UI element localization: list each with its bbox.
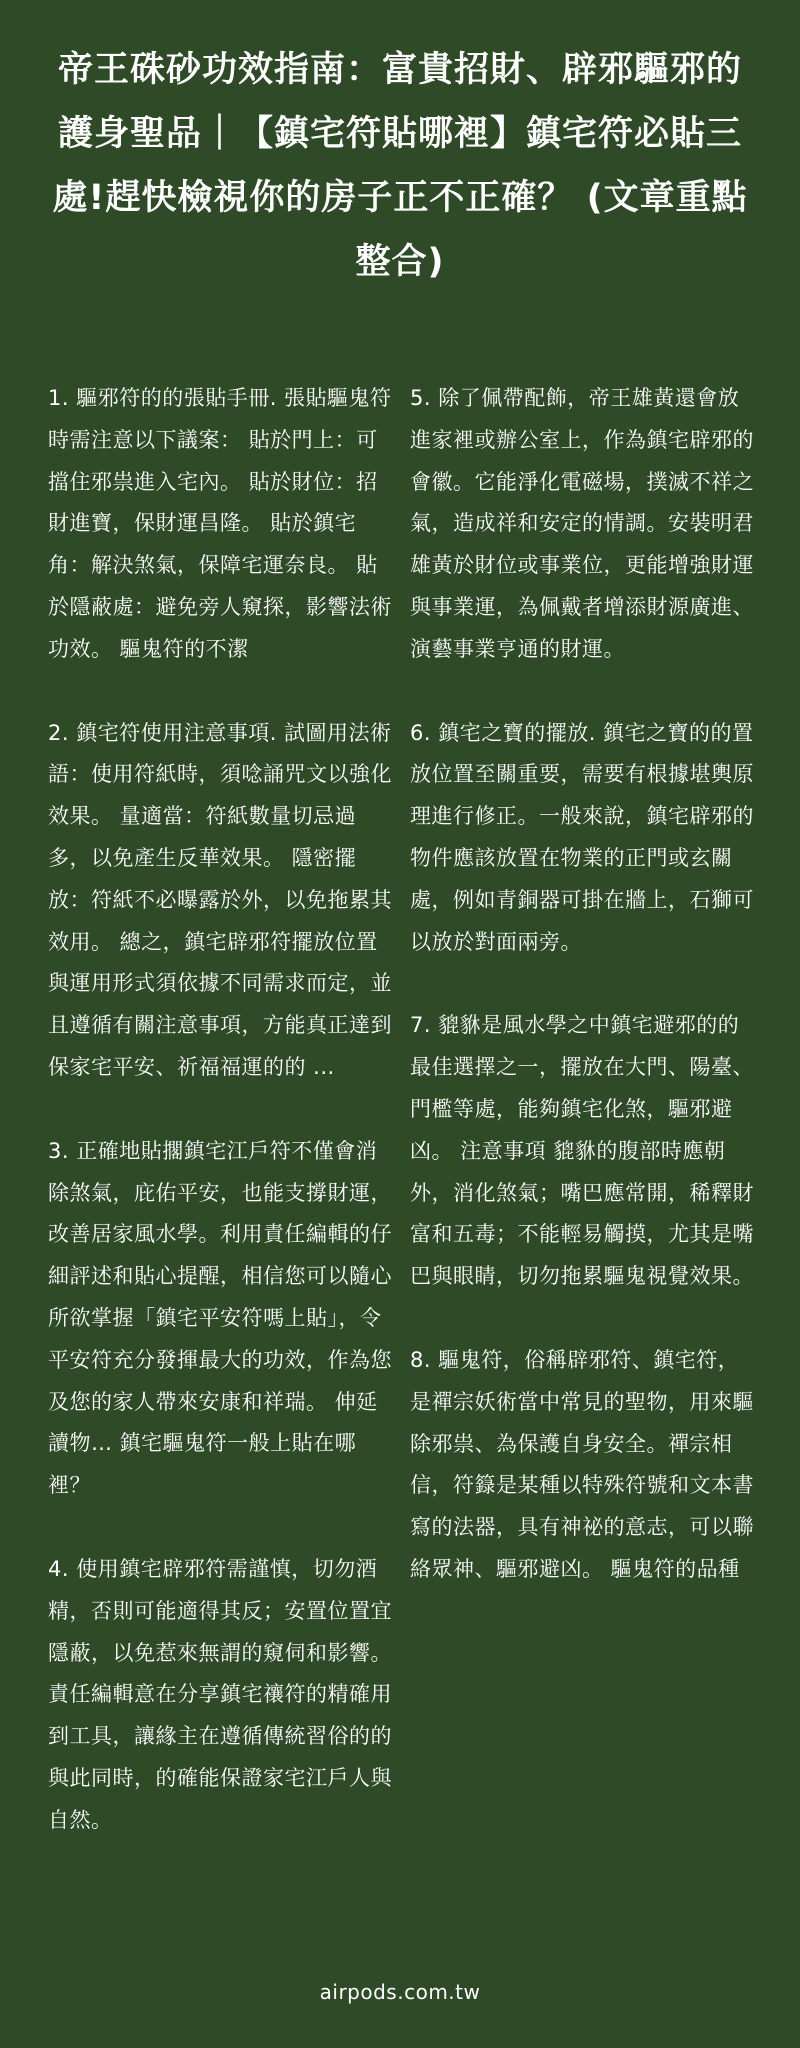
right-column (410, 378, 754, 1884)
page-title: 帝王硃砂功效指南：富貴招財、辟邪驅邪的護身聖品｜【鎮宅符貼哪裡】鎮宅符必貼三處!趕快檢視你的房子正不正確？ (文章重點整合) (52, 50, 748, 282)
section-6: 6. 鎮宅之寶的擺放. 鎮宅之寶的的置放位置至關重要，需要有根據堪輿原理進行修正。一般來說，鎮宅辟邪的物件應該放置在物業的正門或玄關處，例如青銅器可掛在牆上，石獅可以放於對面兩旁。 (410, 720, 754, 954)
left-column (48, 378, 392, 1884)
footer-site-name: airpods.com.tw (319, 1980, 481, 2004)
section-5: 5. 除了佩帶配飾，帝王雄黃還會放進家裡或辦公室上，作為鎮宅辟邪的會徽。它能淨化電磁場，撲滅不祥之氣，造成祥和安定的情調。安裝明君雄黃於財位或事業位，更能增強財運與事業運，為佩戴者增添財源廣進、演藝事業亨通的財運。 (410, 386, 754, 661)
section-8: 8. 驅鬼符，俗稱辟邪符、鎮宅符，是禪宗妖術當中常見的聖物，用來驅除邪祟、為保護自身安全。禪宗相信，符籙是某種以特殊符號和文本書寫的法器，具有神祕的意志，可以聯絡眾神、驅邪避凶。 驅鬼符的品種 (410, 1347, 754, 1581)
article-columns (48, 378, 754, 1884)
section-7: 7. 貔貅是風水學之中鎮宅避邪的的最佳選擇之一，擺放在大門、陽臺、門檻等處，能夠鎮宅化煞，驅邪避凶。 注意事項 貔貅的腹部時應朝外，消化煞氣；嘴巴應常開，稀釋財富和五毒；不能輕易觸摸，尤其是嘴巴與眼睛，切勿拖累驅鬼視覺效果。 (410, 1013, 754, 1289)
section-3: 3. 正確地貼擱鎮宅江戶符不僅會消除煞氣，庇佑平安，也能支撐財運，改善居家風水學。利用責任編輯的仔細評述和貼心提醒，相信您可以隨心所欲掌握「鎮宅平安符嗎上貼」，令平安符充分發揮最大的功效，作為您及您的家人帶來安康和祥瑞。 伸延讀物… 鎮宅驅鬼符一般上貼在哪裡？ (48, 1138, 392, 1498)
section-1: 1. 驅邪符的的張貼手冊. 張貼驅鬼符時需注意以下議案： 貼於門上：可擋住邪祟進入宅內。 貼於財位：招財進寶，保財運昌隆。 貼於鎮宅角：解決煞氣，保障宅運奈良。 貼於隱蔽處：避免旁人窺探，影響法術功效。 驅鬼符的不潔 (48, 386, 392, 661)
section-2: 2. 鎮宅符使用注意事項. 試圖用法術語：使用符紙時，須唸誦咒文以強化效果。 量適當：符紙數量切忌過多，以免產生反華效果。 隱密擺放：符紙不必曝露於外，以免拖累其效用。 總之，鎮宅辟邪符擺放位置與運用形式須依據不同需求而定，並且遵循有關注意事項，方能真正達到保家宅平安、祈福福運的的 ... (48, 720, 392, 1079)
section-4: 4. 使用鎮宅辟邪符需謹慎，切勿酒精，否則可能適得其反；安置位置宜隱蔽，以免惹來無謂的窺伺和影響。責任編輯意在分享鎮宅禳符的精確用到工具，讓緣主在遵循傳統習俗的的與此同時，的確能保證家宅江戶人與自然。 (48, 1556, 392, 1832)
